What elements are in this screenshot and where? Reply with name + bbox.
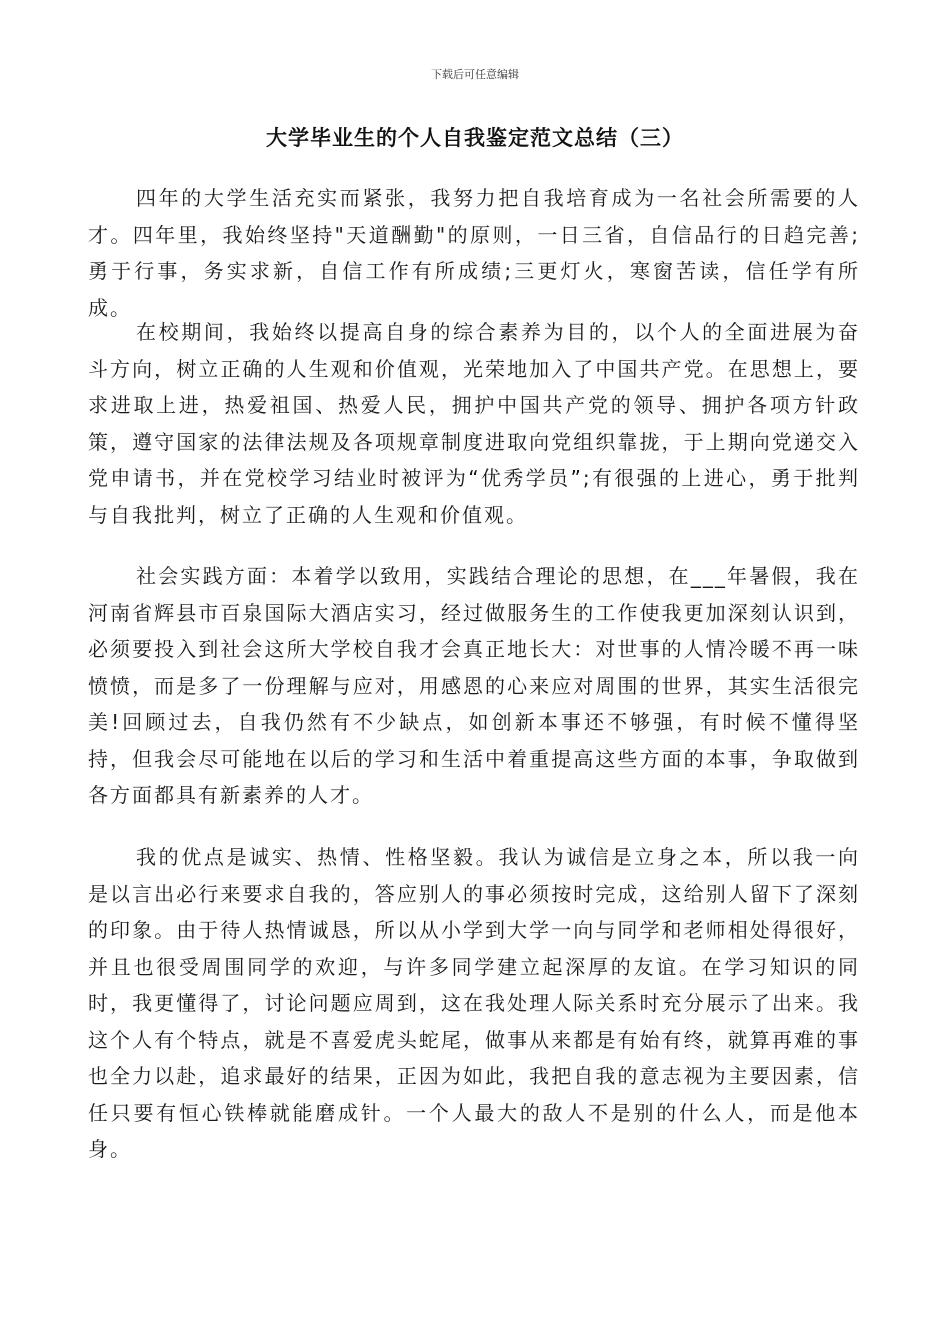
- paragraph-4: 我的优点是诚实、热情、性格坚毅。我认为诚信是立身之本，所以我一向是以言出必行来要求自我的，答应别人的事必须按时完成，这给别人留下了深刻的印象。由于待人热情诚恳，所以从小学到大学一向与同学和老师相处得很好，并且也很受周围同学的欢迎，与许多同学建立起深厚的友谊。在学习知识的同时，我更懂得了，讨论问题应周到，这在我处理人际关系时充分展示了出来。我这个人有个特点，就是不喜爱虎头蛇尾，做事从来都是有始有终，就算再难的事也全力以赴，追求最好的结果，正因为如此，我把自我的意志视为主要因素，信任只要有恒心铁棒就能磨成针。一个人最大的敌人不是别的什么人，而是他本身。: [88, 845, 860, 1161]
- paragraph-1: 四年的大学生活充实而紧张，我努力把自我培育成为一名社会所需要的人才。四年里，我始终坚持"天道酬勤"的原则，一日三省，自信品行的日趋完善;勇于行事，务实求新，自信工作有所成绩;三更灯火，寒窗苦读，信任学有所成。: [88, 186, 860, 320]
- paragraph-2: 在校期间，我始终以提高自身的综合素养为目的，以个人的全面进展为奋斗方向，树立正确的人生观和价值观，光荣地加入了中国共产党。在思想上，要求进取上进，热爱祖国、热爱人民，拥护中国共产党的领导、拥护各项方针政策，遵守国家的法律法规及各项规章制度进取向党组织靠拢，于上期向党递交入党申请书，并在党校学习结业时被评为“优秀学员”;有很强的上进心，勇于批判与自我批判，树立了正确的人生观和价值观。: [88, 320, 860, 527]
- document-title: 大学毕业生的个人自我鉴定范文总结（三）: [266, 126, 684, 150]
- paragraph-3: 社会实践方面：本着学以致用，实践结合理论的思想，在___年暑假，我在河南省辉县市百泉国际大酒店实习，经过做服务生的工作使我更加深刻认识到，必须要投入到社会这所大学校自我才会真正地长大：对世事的人情冷暖不再一味愤愤，而是多了一份理解与应对，用感恩的心来应对周围的世界，其实生活很完美!回顾过去，自我仍然有不少缺点，如创新本事还不够强，有时候不懂得坚持，但我会尽可能地在以后的学习和生活中着重提高这些方面的本事，争取做到各方面都具有新素养的人才。: [88, 564, 860, 807]
- header-note: 下载后可任意编辑: [431, 68, 519, 81]
